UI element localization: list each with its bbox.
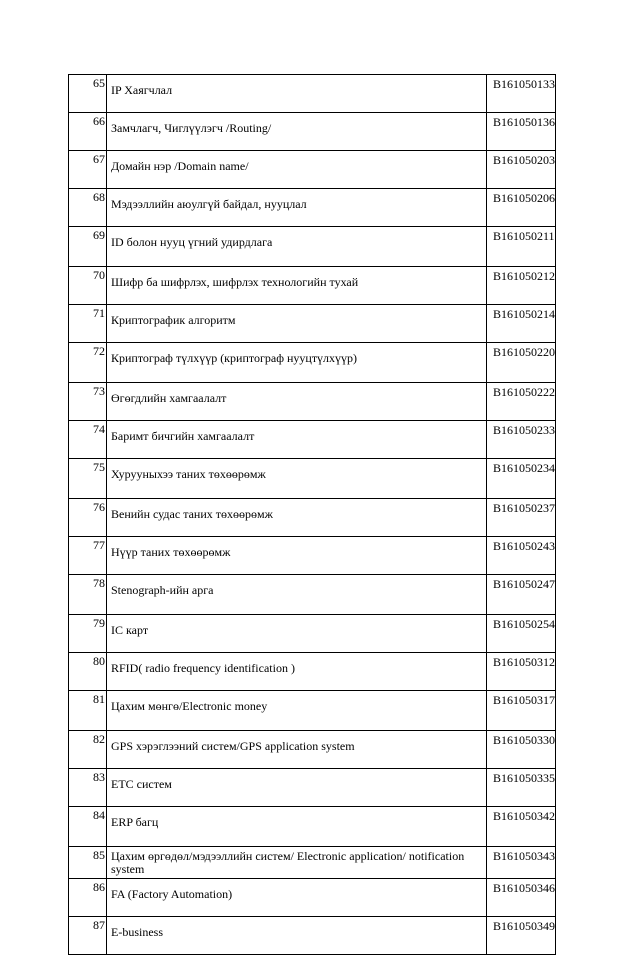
table-row — [69, 537, 556, 575]
topic-title: Замчлагч, Чиглүүлэгч /Routing/ — [107, 113, 487, 151]
topic-title: ID болон нууц үгний удирдлага — [107, 227, 487, 267]
row-number: 85 — [69, 847, 107, 879]
table-row — [69, 343, 556, 383]
student-code: B161050136 — [487, 113, 556, 151]
row-number: 70 — [69, 267, 107, 305]
row-number: 80 — [69, 653, 107, 691]
table-row — [69, 305, 556, 343]
row-number: 82 — [69, 731, 107, 769]
student-code: B161050212 — [487, 267, 556, 305]
student-code: B161050335 — [487, 769, 556, 807]
row-number: 84 — [69, 807, 107, 847]
row-number: 69 — [69, 227, 107, 267]
topic-title: Баримт бичгийн хамгаалалт — [107, 421, 487, 459]
table-row — [69, 807, 556, 847]
student-code: B161050233 — [487, 421, 556, 459]
student-code: B161050317 — [487, 691, 556, 731]
student-code: B161050203 — [487, 151, 556, 189]
row-number: 73 — [69, 383, 107, 421]
student-code: B161050243 — [487, 537, 556, 575]
table-row — [69, 267, 556, 305]
row-number: 67 — [69, 151, 107, 189]
table-row — [69, 499, 556, 537]
table-row — [69, 879, 556, 917]
topic-title: ETC систем — [107, 769, 487, 807]
topic-title: Криптограф түлхүүр (криптограф нууцтүлхүүр) — [107, 343, 487, 383]
row-number: 74 — [69, 421, 107, 459]
table-row — [69, 691, 556, 731]
student-code: B161050222 — [487, 383, 556, 421]
table-row — [69, 575, 556, 615]
student-code: B161050343 — [487, 847, 556, 879]
topic-title: Өгөгдлийн хамгаалалт — [107, 383, 487, 421]
student-code: B161050247 — [487, 575, 556, 615]
topic-title: RFID( radio frequency identification ) — [107, 653, 487, 691]
topics-table — [68, 74, 556, 955]
table-row — [69, 189, 556, 227]
row-number: 72 — [69, 343, 107, 383]
student-code: B161050206 — [487, 189, 556, 227]
topic-title: Мэдээллийн аюулгүй байдал, нууцлал — [107, 189, 487, 227]
student-code: B161050220 — [487, 343, 556, 383]
row-number: 76 — [69, 499, 107, 537]
topic-title: IC карт — [107, 615, 487, 653]
table-row — [69, 769, 556, 807]
table-row — [69, 917, 556, 955]
table-row — [69, 421, 556, 459]
student-code: B161050254 — [487, 615, 556, 653]
row-number: 83 — [69, 769, 107, 807]
topic-title: IP Хаягчлал — [107, 75, 487, 113]
table-row — [69, 113, 556, 151]
table-row — [69, 459, 556, 499]
student-code: B161050211 — [487, 227, 556, 267]
topic-title: Нүүр таних төхөөрөмж — [107, 537, 487, 575]
row-number: 79 — [69, 615, 107, 653]
topic-title: ERP багц — [107, 807, 487, 847]
row-number: 71 — [69, 305, 107, 343]
row-number: 68 — [69, 189, 107, 227]
student-code: B161050237 — [487, 499, 556, 537]
topic-title: Цахим мөнгө/Electronic money — [107, 691, 487, 731]
student-code: B161050234 — [487, 459, 556, 499]
row-number: 87 — [69, 917, 107, 955]
student-code: B161050342 — [487, 807, 556, 847]
table-row — [69, 383, 556, 421]
topic-title: Криптографик алгоритм — [107, 305, 487, 343]
row-number: 66 — [69, 113, 107, 151]
row-number: 77 — [69, 537, 107, 575]
table-row — [69, 227, 556, 267]
topic-title: Шифр ба шифрлэх, шифрлэх технологийн тухай — [107, 267, 487, 305]
topics-table-body — [69, 75, 556, 955]
table-row — [69, 615, 556, 653]
table-row — [69, 151, 556, 189]
topic-title: Венийн судас таних төхөөрөмж — [107, 499, 487, 537]
row-number: 86 — [69, 879, 107, 917]
row-number: 81 — [69, 691, 107, 731]
table-row — [69, 653, 556, 691]
student-code: B161050214 — [487, 305, 556, 343]
topic-title: E-business — [107, 917, 487, 955]
topic-title: Домайн нэр /Domain name/ — [107, 151, 487, 189]
student-code: B161050133 — [487, 75, 556, 113]
topic-title: Хурууныхээ таних төхөөрөмж — [107, 459, 487, 499]
table-row — [69, 847, 556, 879]
row-number: 78 — [69, 575, 107, 615]
student-code: B161050312 — [487, 653, 556, 691]
student-code: B161050346 — [487, 879, 556, 917]
row-number: 65 — [69, 75, 107, 113]
topic-title: GPS хэрэглээний систем/GPS application system — [107, 731, 487, 769]
topic-title: Stenograph-ийн арга — [107, 575, 487, 615]
table-row — [69, 731, 556, 769]
table-row — [69, 75, 556, 113]
topic-title: Цахим өргөдөл/мэдээллийн систем/ Electronic application/ notification system — [107, 847, 487, 879]
student-code: B161050349 — [487, 917, 556, 955]
student-code: B161050330 — [487, 731, 556, 769]
row-number: 75 — [69, 459, 107, 499]
topic-title: FA (Factory Automation) — [107, 879, 487, 917]
